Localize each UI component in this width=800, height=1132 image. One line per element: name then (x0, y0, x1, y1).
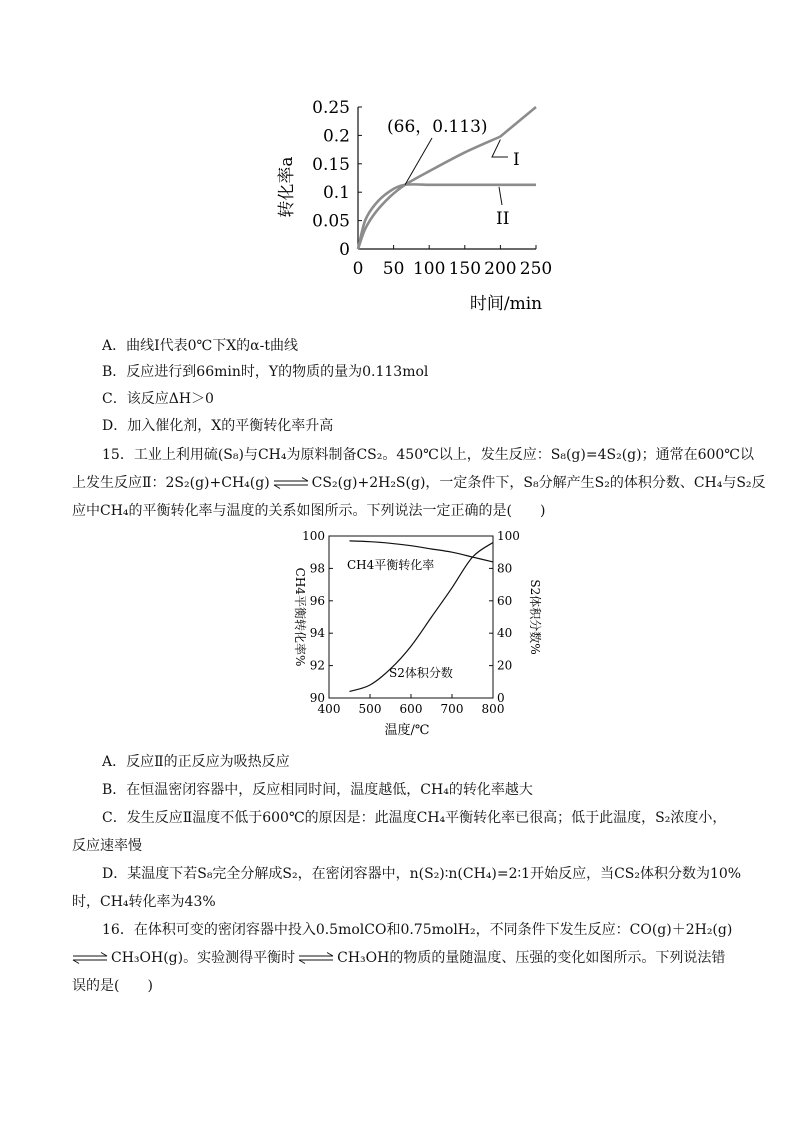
y-tick-label: 0.1 (322, 183, 350, 204)
x-axis-label: 温度/℃ (384, 723, 430, 738)
x-tick-label: 700 (440, 702, 464, 716)
y-tick-label-right: 0 (497, 691, 505, 705)
x-tick-label: 200 (484, 259, 517, 279)
y-tick-label: 0 (339, 240, 350, 260)
y-axis-label-left: CH4平衡转化率% (293, 567, 307, 667)
y-tick-label-right: 60 (497, 593, 513, 608)
y-axis-label: 转化率a (277, 156, 297, 218)
q14-option-d: D．加入催化剂，X的平衡转化率升高 (102, 418, 334, 434)
q15-option-d-line1: D．某温度下若S₈完全分解成S₂，在密闭容器中，n(S₂)∶n(CH₄)=2∶1开始反应，当CS₂体积分数为10% (102, 866, 742, 882)
q14-option-a: A．曲线Ⅰ代表0℃下X的α-t曲线 (102, 338, 298, 354)
q15-stem-line2: 上发生反应Ⅱ：2S₂(g)+CH₄(g) CS₂(g)+2H₂S(g)，一定条件下，S₈分解产生S₂的体积分数、CH₄与S₂反 (72, 475, 766, 491)
q15-stem-line3: 应中CH₄的平衡转化率与温度的关系如图所示。下列说法一定正确的是( ) (72, 503, 546, 519)
x-tick-label: 250 (519, 259, 553, 279)
y-tick-label-left: 96 (309, 593, 325, 608)
y-tick-label: 0.05 (312, 211, 350, 232)
series-label-II: II (496, 209, 510, 229)
x-tick-label: 500 (358, 702, 382, 716)
series-label-I: I (513, 150, 520, 170)
q15-option-d-line2: 时，CH₄转化率为43% (72, 894, 216, 910)
q16-stem-line1: 16．在体积可变的密闭容器中投入0.5molCO和0.75molH₂，不同条件下发生反应：CO(g)＋2H₂(g) (102, 922, 733, 938)
y-axis-label-right: S2体积分数% (528, 579, 542, 655)
x-tick-label: 0 (352, 259, 364, 279)
x-tick-label: 50 (382, 259, 405, 279)
series-label-ch4: CH4平衡转化率 (347, 558, 435, 572)
q14-option-b: B．反应进行到66min时，Y的物质的量为0.113mol (102, 364, 429, 380)
equilibrium-arrow-icon (298, 952, 334, 964)
y-tick-label: 0.25 (312, 98, 350, 118)
y-tick-label: 0.2 (322, 126, 350, 147)
q15-option-c-line2: 反应速率慢 (72, 838, 142, 854)
y-tick-label-left: 94 (309, 626, 325, 641)
y-tick-label-left: 100 (302, 529, 325, 543)
y-tick-label: 0.15 (312, 154, 350, 175)
x-tick-label: 100 (412, 259, 446, 279)
y-tick-label-right: 40 (497, 626, 513, 641)
q16-stem-line2: CH₃OH(g)。实验测得平衡时 CH₃OH的物质的量随温度、压强的变化如图所示。下列说法错 (72, 948, 725, 968)
q16-stem-line3: 误的是( ) (72, 978, 153, 994)
chart-temperature (285, 525, 545, 743)
y-tick-label-left: 90 (309, 691, 325, 705)
q15-option-b: B．在恒温密闭容器中，反应相同时间，温度越低，CH₄的转化率越大 (102, 782, 533, 798)
q15-option-c-line1: C．发生反应Ⅱ温度不低于600℃的原因是：此温度CH₄平衡转化率已很高；低于此温度，S₂浓度小， (102, 810, 727, 826)
y-tick-label-left: 98 (309, 561, 325, 576)
series-label-s2: S2体积分数 (389, 666, 453, 680)
y-tick-label-right: 20 (497, 658, 513, 673)
series-I-leader (492, 140, 508, 157)
x-tick-label: 800 (481, 702, 505, 716)
q15-stem-line1: 15．工业上利用硫(S₈)与CH₄为原料制备CS₂。450℃以上，发生反应：S₈(g)=4S₂(g)；通常在600℃以 (102, 447, 754, 463)
equilibrium-arrow-icon (72, 952, 108, 964)
q15-option-a: A．反应Ⅱ的正反应为吸热反应 (102, 754, 290, 770)
equilibrium-arrow-icon (273, 477, 309, 489)
series-II-leader (499, 187, 502, 205)
x-tick-label: 400 (317, 702, 341, 716)
chart-conversion-time (270, 95, 570, 320)
x-axis-label: 时间/min (469, 294, 543, 314)
q14-option-c: C．该反应ΔH＞0 (102, 391, 214, 407)
x-tick-label: 150 (448, 259, 482, 279)
y-tick-label-right: 100 (497, 529, 520, 543)
point-annotation: (66，0.113) (387, 117, 488, 137)
x-tick-label: 600 (399, 702, 423, 716)
y-tick-label-right: 80 (497, 561, 513, 576)
y-tick-label-left: 92 (309, 658, 325, 673)
